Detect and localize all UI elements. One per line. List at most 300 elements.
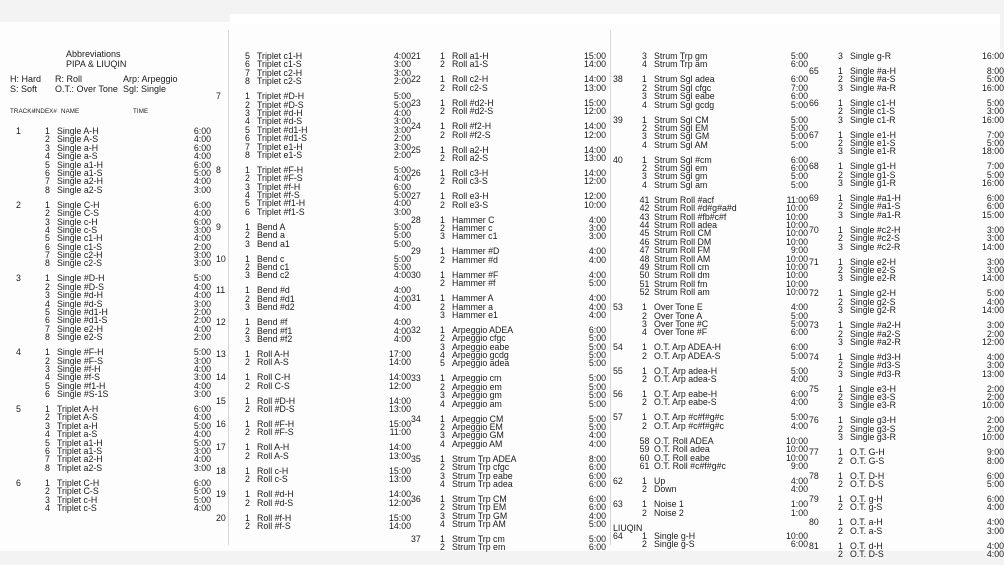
index-number: 3 [642,51,647,61]
track-number [411,512,433,520]
track-number [613,255,635,263]
track-group [613,390,808,407]
track-group [809,472,1004,489]
track-number: 68 [809,161,819,172]
index-number: 3 [838,273,843,284]
sample-name: Strum Roll adea [654,220,718,231]
sample-name: Strum Trp adea [452,478,513,489]
sample-name: O.T. Roll eabe [654,452,710,463]
index-number: 46 [639,236,650,247]
sample-name: Strum Roll #fb#c#f [654,211,727,222]
sample-time: 5:00 [790,318,808,329]
sample-time: 14:00 [583,121,606,132]
index-number: 1 [642,74,647,85]
sample-name: Single g2-R [850,305,896,316]
track-number [809,116,831,124]
sample-name: Strum Sgl cfgc [654,82,712,93]
index-number: 1 [440,493,445,504]
track-number [809,527,831,535]
index-number: 2 [838,392,843,403]
table-row [411,131,606,139]
track-number [216,60,238,68]
sample-name: Roll a1-S [452,59,489,70]
abbreviation: S: Soft [10,83,38,94]
sample-time: 8:00 [986,65,1004,76]
sample-time: 6:00 [193,142,211,153]
track-number: 55 [613,365,623,376]
table-row [809,211,1004,219]
sample-name: Strum Trp eabe [452,470,513,481]
track-number [809,433,831,441]
track-number: 28 [411,214,421,225]
track-number [16,243,38,251]
sample-name: Single e3-S [850,392,896,403]
track-number: 9 [216,221,221,232]
index-number: 4 [440,350,445,361]
sample-time: 5:00 [588,350,606,361]
track-number [411,463,433,471]
sample-name: Roll c3-S [452,176,488,187]
sample-name: Single g1-H [850,161,896,172]
sample-time: 5:00 [393,221,411,232]
table-row [411,256,606,264]
sample-time: 4:00 [393,270,411,281]
index-number: 3 [838,336,843,347]
index-number: 2 [440,333,445,344]
sample-time: 4:00 [790,302,808,313]
sample-name: Roll #F-S [257,427,294,438]
track-number [216,295,238,303]
sample-name: O.T. Arp #c#f#g#c [654,412,724,423]
sample-name: Single #d3-H [850,351,901,362]
track-number [809,179,831,187]
sample-name: O.T. a-S [850,525,883,536]
track-number: 67 [809,129,819,140]
sample-name: Roll A-H [257,348,290,359]
section-label: LIUQIN [613,522,643,533]
sample-name: Up [654,475,666,486]
track-group [613,303,808,337]
track-number: 80 [809,517,819,528]
track-number [16,152,38,160]
track-number [613,124,635,132]
track-number [216,151,238,159]
sample-name: Strum Sgl #cm [654,154,712,165]
track-group [411,169,606,186]
track-number [613,422,635,430]
track-group [411,216,606,241]
index-number: 1 [45,199,50,210]
sample-time: 5:00 [588,519,606,530]
sample-time: 18:00 [981,146,1004,157]
index-number: 2 [245,380,250,391]
table-row [411,480,606,488]
index-number: 6 [45,167,50,178]
sample-name: Single g3-S [850,423,896,434]
index-number: 7 [245,141,250,152]
track-number [809,480,831,488]
sample-time: 3:00 [193,462,211,473]
track-number [16,373,38,381]
track-number: 78 [809,470,819,481]
sample-name: Single a1-H [57,159,103,170]
sample-name: Triplet #f-H [257,181,301,192]
sample-name: Single c1-R [850,114,896,125]
track-group [411,374,606,408]
sample-time: 15:00 [583,51,606,61]
sample-name: Strum Sgl EM [654,122,709,133]
index-number: 1 [440,214,445,225]
sample-name: Roll #D-H [257,395,296,406]
sample-name: Single c1-S [850,106,895,117]
sample-time: 3:00 [986,360,1004,371]
track-number: 77 [809,447,819,458]
track-number [613,52,635,60]
sample-time: 13:00 [981,368,1004,379]
sample-time: 2:00 [393,76,411,87]
sample-name: O.T. a-H [850,517,883,528]
sample-name: Triplet c-H [57,494,98,505]
track-group [411,294,606,319]
sample-name: O.T. Roll ADEA [654,435,714,446]
sample-time: 4:00 [193,281,211,292]
index-number: 2 [440,301,445,312]
index-number: 1 [642,154,647,165]
track-group [809,194,1004,219]
track-number: 74 [809,351,819,362]
sample-time: 5:00 [790,122,808,133]
track-number: 53 [613,302,623,313]
abbreviations-header [10,50,215,117]
index-number: 4 [440,478,445,489]
index-number: 4 [45,502,50,513]
sample-time: 6:00 [588,478,606,489]
index-number: 1 [245,317,250,328]
sample-time: 13:00 [388,474,411,485]
index-number: 49 [639,261,650,272]
index-number: 2 [45,355,50,366]
track-group [809,67,1004,92]
track-number [809,338,831,346]
sample-time: 4:00 [193,412,211,423]
track-number [613,196,635,204]
sample-name: Single C-S [57,208,100,219]
track-group [216,318,411,343]
index-number: 3 [245,238,250,249]
track-number [613,172,635,180]
sample-time: 4:00 [193,323,211,334]
track-number [613,141,635,149]
sample-name: Single g3-R [850,432,896,443]
sample-name: Bend c [257,253,285,264]
sample-name: O.T. D-S [850,478,884,489]
track-column-4 [613,52,808,555]
table-row [613,141,808,149]
sample-time: 2:00 [393,149,411,160]
sample-name: Single #F-S [57,355,103,366]
sample-time: 3:00 [393,116,411,127]
sample-time: 4:00 [790,475,808,486]
track-number: 5 [16,404,21,415]
sample-name: Strum Roll fm [654,278,708,289]
sample-name: Single g-S [654,539,695,550]
sample-time: 11:00 [389,427,411,438]
document-sheet-top [230,14,1000,24]
sample-time: 10:00 [981,400,1004,411]
table-row [411,311,606,319]
table-row [809,527,1004,535]
track-number [411,334,433,342]
index-number: 1 [642,342,647,353]
sample-time: 3:00 [986,233,1004,244]
table-row [216,452,411,460]
track-number [216,405,238,413]
track-number [216,263,238,271]
track-number: 15 [216,395,226,406]
sample-time: 4:00 [393,317,411,328]
sample-name: Arpeggio ADEA [452,324,514,335]
index-number: 3 [838,114,843,125]
track-group [613,367,808,384]
sample-name: Single #a2-R [850,336,901,347]
sample-time: 16:00 [981,178,1004,189]
index-number: 2 [440,462,445,473]
track-number [216,358,238,366]
index-number: 2 [440,106,445,117]
track-number [411,201,433,209]
index-number: 1 [440,534,445,545]
track-number [16,169,38,177]
sample-name: Arpeggio em [452,381,502,392]
table-row [411,60,606,68]
sample-time: 3:00 [193,250,211,261]
sample-name: O.T. G-S [850,455,885,466]
sample-name: Triplet e1-S [257,149,303,160]
index-number: 3 [440,430,445,441]
track-number [411,256,433,264]
sample-name: Single c1-H [850,97,896,108]
table-row [809,550,1004,558]
index-number: 2 [642,484,647,495]
track-number: 33 [411,373,421,384]
index-number: 1 [838,517,843,528]
sample-name: Single e2-S [850,264,896,275]
index-number: 1 [245,442,250,453]
sample-name: Arpeggio cfgc [452,333,506,344]
sample-name: Triplet c2-S [257,76,302,87]
sample-time: 4:00 [193,502,211,513]
track-number [613,229,635,237]
sample-name: O.T. Arp #c#f#g#c [654,420,724,431]
track-number: 38 [613,74,623,85]
sample-time: 5:00 [588,373,606,384]
index-number: 5 [45,159,50,170]
track-number [809,234,831,242]
track-number: 17 [216,442,226,453]
sample-time: 13:00 [583,152,606,163]
sample-name: Single e2-S [57,332,103,343]
index-number: 2 [838,423,843,434]
index-number: 2 [440,82,445,93]
sample-time: 16:00 [981,82,1004,93]
index-number: 2 [642,163,647,174]
sample-name: Triplet a1-H [57,437,103,448]
index-number: 2 [45,281,50,292]
track-group [809,226,1004,251]
sample-time: 4:00 [193,208,211,219]
sample-name: O.T. Arp eabe-H [654,389,718,400]
sample-name: Arpeggio EM [452,422,503,432]
track-number: 40 [613,154,623,165]
track-number [216,199,238,207]
sample-time: 2:00 [193,241,211,252]
track-group [216,350,411,367]
track-number [613,263,635,271]
index-number: 58 [639,435,650,446]
track-number [16,390,38,398]
sample-time: 14:00 [583,74,606,85]
sample-name: Arpeggio gm [452,390,502,401]
track-number: 62 [613,475,623,486]
track-group [216,514,411,531]
sample-name: O.T. g-H [850,493,883,504]
index-number: 60 [639,452,650,463]
sample-name: Single #a-R [850,82,896,93]
track-number: 75 [809,383,819,394]
sample-name: Triplet a-H [57,420,98,431]
sample-time: 6:00 [588,470,606,481]
track-number: 23 [411,97,421,108]
track-number [411,440,433,448]
sample-name: Bend #d [257,285,290,296]
sample-name: Single c2-S [57,258,102,269]
sample-time: 8:00 [588,453,606,464]
table-row [411,201,606,209]
track-number [809,147,831,155]
sample-name: Roll #d-H [257,489,294,500]
index-number: 1 [440,144,445,155]
track-number: 63 [613,499,623,510]
table-row [411,232,606,240]
sample-name: Roll c-H [257,465,289,476]
sample-name: O.T. Arp adea-H [654,365,718,376]
track-number [16,413,38,421]
track-group [809,131,1004,156]
track-number [613,164,635,172]
sample-name: Bend a [257,230,285,241]
track-column-2 [216,52,411,537]
sample-time: 10:00 [785,261,808,272]
track-number [411,303,433,311]
sample-time: 3:00 [393,67,411,78]
index-number: 1 [642,389,647,400]
index-number: 2 [45,208,50,219]
track-number [411,232,433,240]
index-number: 2 [440,223,445,234]
sample-name: Triplet c-S [57,502,97,513]
sample-name: Triplet A-S [57,412,98,423]
track-group [411,192,606,209]
sample-name: Roll #d-S [257,497,294,508]
track-number [216,117,238,125]
index-number: 1 [245,348,250,359]
index-number: 7 [245,67,250,78]
track-number [613,437,635,445]
sample-name: Strum Sgl GM [654,131,710,142]
abbreviation-row [10,85,215,95]
track-group [613,437,808,471]
index-number: 2 [245,99,250,110]
track-number [613,398,635,406]
sample-time: 2:00 [986,328,1004,339]
track-number: 65 [809,65,819,76]
sample-time: 15:00 [583,97,606,108]
sample-name: Roll #f-H [257,512,292,523]
sample-time: 14:00 [981,273,1004,284]
index-number: 8 [45,332,50,343]
sample-name: Roll e3-S [452,199,489,210]
sample-name: Hammer A [452,293,494,304]
track-number: 37 [411,534,421,545]
track-number [216,134,238,142]
track-number: 56 [613,389,623,400]
sample-time: 10:00 [785,444,808,455]
sample-time: 10:00 [981,432,1004,443]
sample-name: Roll #f2-H [452,121,492,132]
track-group [809,385,1004,410]
track-number [216,335,238,343]
track-number [809,503,831,511]
track-number [809,393,831,401]
sample-time: 14:00 [388,489,411,500]
sample-time: 5:00 [393,230,411,241]
sample-name: Arpeggio adea [452,358,510,369]
track-number [16,504,38,512]
sample-name: Strum Trp ADEA [452,453,517,464]
sample-time: 14:00 [388,520,411,531]
index-number: 1 [440,191,445,202]
track-group [411,495,606,529]
sample-time: 3:00 [393,206,411,217]
sample-time: 14:00 [583,59,606,70]
index-number: 1 [245,395,250,406]
index-number: 3 [838,51,843,61]
index-number: 4 [245,190,250,201]
table-row [411,440,606,448]
track-number [216,382,238,390]
index-number: 3 [838,400,843,411]
track-number [809,361,831,369]
sample-name: Single #a-H [850,65,896,76]
sample-name: Strum Trp EM [452,502,507,513]
sample-name: Single e1-S [850,137,896,148]
sample-time: 6:00 [193,199,211,210]
table-row [216,303,411,311]
index-number: 2 [642,539,647,550]
track-number: 18 [216,465,226,476]
index-number: 6 [45,241,50,252]
sample-name: Single #D-S [57,281,104,292]
index-number: 51 [639,278,650,289]
index-number: 1 [838,288,843,299]
table-row [216,208,411,216]
sample-time: 6:00 [588,502,606,513]
index-number: 1 [642,365,647,376]
index-number: 1 [45,273,50,284]
track-number [216,109,238,117]
sample-name: Roll #f2-S [452,129,491,140]
sample-time: 5:00 [790,365,808,376]
